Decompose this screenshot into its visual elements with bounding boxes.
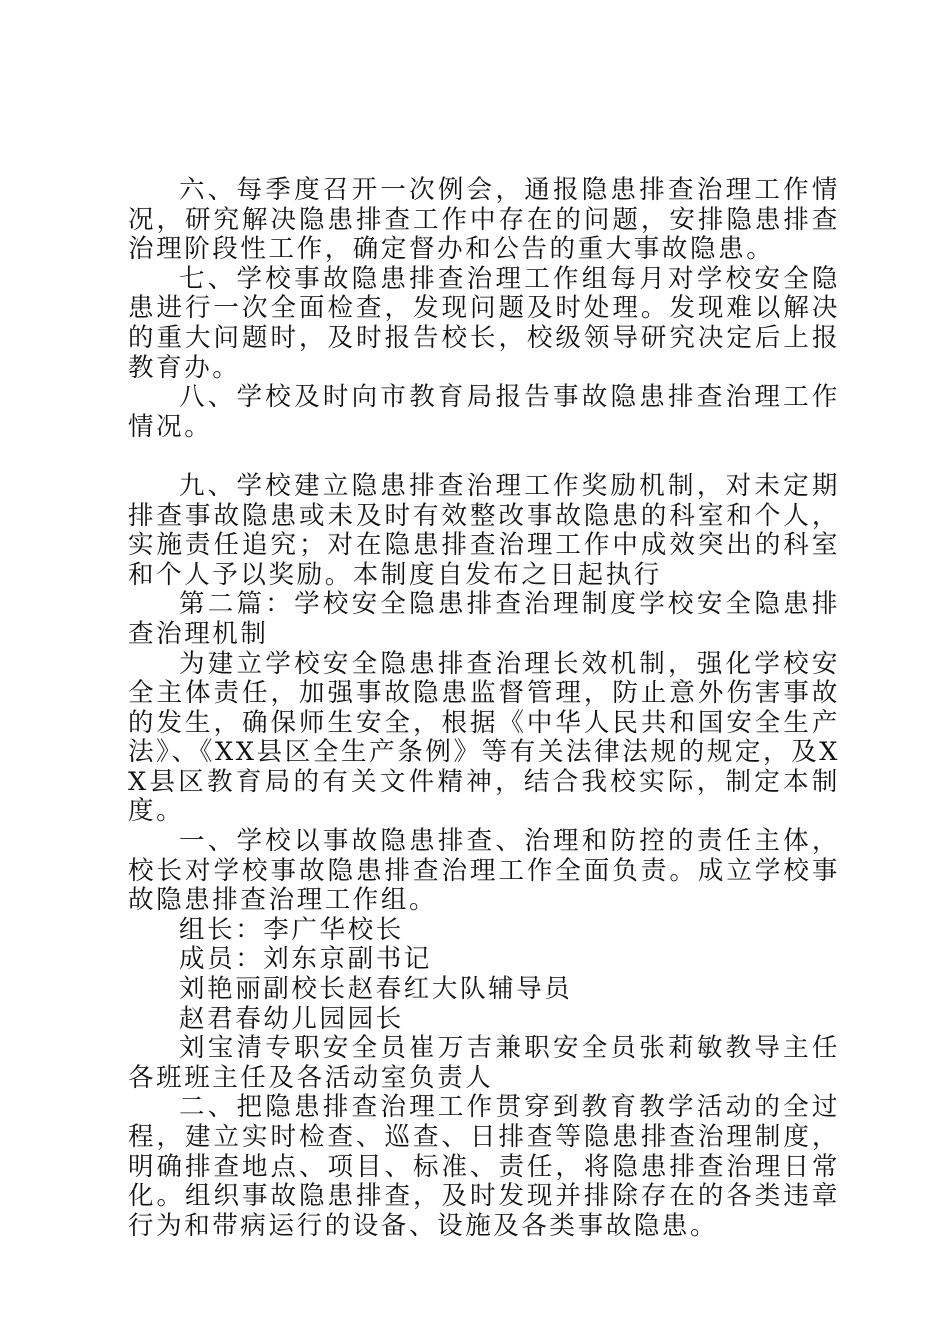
paragraph-9: 九、学校建立隐患排查治理工作奖励机制，对未定期排查事故隐患或未及时有效整改事故隐患的科室和个人，实施责任追究；对在隐患排查治理工作中成效突出的科室和个人予以奖励。本制度自发布之日起执行 [128,470,840,590]
document-body [128,176,840,1241]
group-member-line-3: 赵君春幼儿园园长 [179,1003,404,1034]
section-title-part-two: 第二篇：学校安全隐患排查治理制度学校安全隐患排查治理机制 [128,589,840,649]
paragraph-6: 六、每季度召开一次例会，通报隐患排查治理工作情况，研究解决隐患排查工作中存在的问题，安排隐患排查治理阶段性工作，确定督办和公告的重大事故隐患。 [128,175,840,265]
group-member-line-2: 刘艳丽副校长赵春红大队辅导员 [179,974,573,1005]
group-member-line-4: 刘宝清专职安全员崔万吉兼职安全员张莉敏教导主任各班班主任及各活动室负责人 [128,1033,840,1093]
paragraph-2: 二、把隐患排查治理工作贯穿到教育教学活动的全过程，建立实时检查、巡查、日排查等隐患排查治理制度，明确排查地点、项目、标准、责任，将隐患排查治理日常化。组织事故隐患排查，及时发现并排除存在的各类违章行为和带病运行的设备、设施及各类事故隐患。 [128,1092,840,1241]
paragraph-8: 八、学校及时向市教育局报告事故隐患排查治理工作情况。 [128,382,840,442]
group-leader: 组长：李广华校长 [179,914,404,945]
paragraph-1: 一、学校以事故隐患排查、治理和防控的责任主体，校长对学校事故隐患排查治理工作全面负责。成立学校事故隐患排查治理工作组。 [128,826,840,916]
group-members: 成员：刘东京副书记 [179,944,432,975]
paragraph-7: 七、学校事故隐患排查治理工作组每月对学校安全隐患进行一次全面检查，发现问题及时处理。发现难以解决的重大问题时，及时报告校长，校级领导研究决定后上报教育办。 [128,263,840,383]
paragraph-intro: 为建立学校安全隐患排查治理长效机制，强化学校安全主体责任，加强事故隐患监督管理，防止意外伤害事故的发生，确保师生安全，根据《中华人民共和国安全生产法》、《XX县区全生产条例》等有关法律法规的规定，及XX县区教育局的有关文件精神，结合我校实际，制定本制度。 [128,648,840,827]
